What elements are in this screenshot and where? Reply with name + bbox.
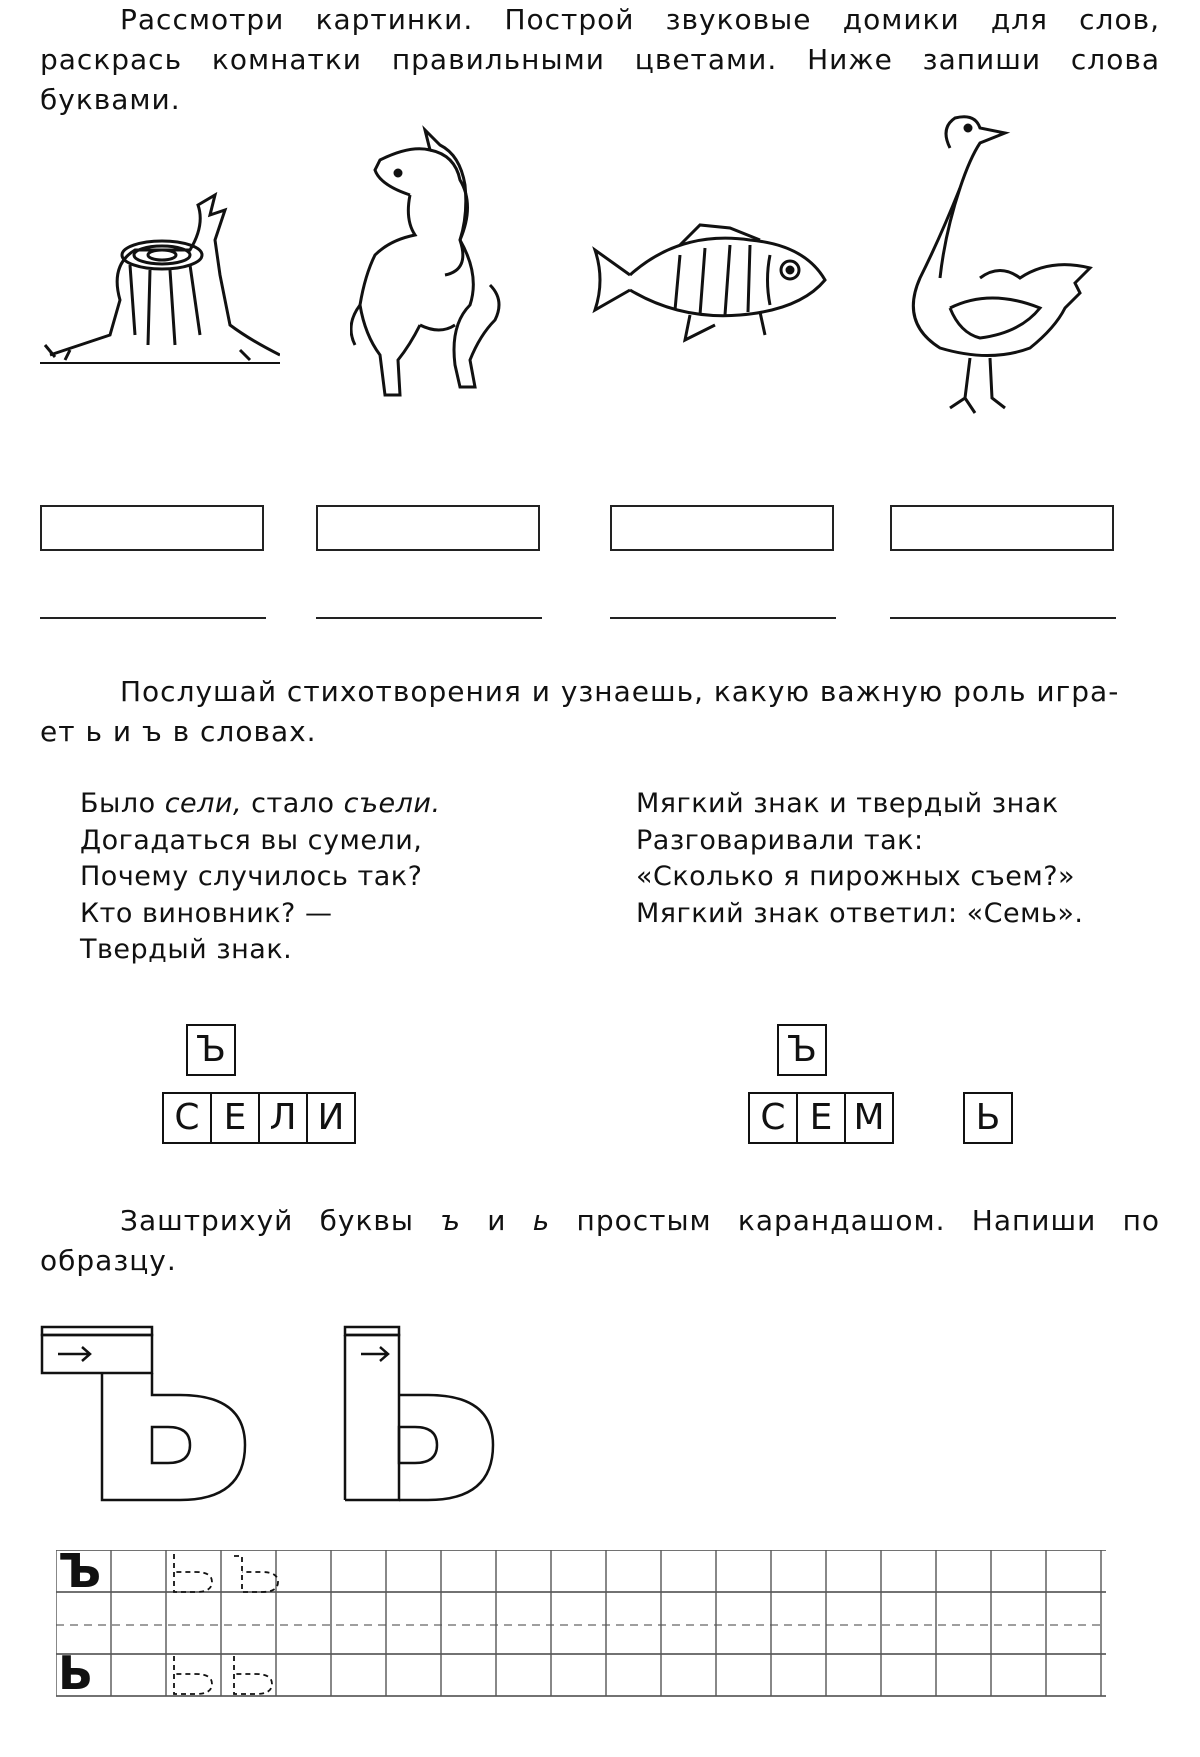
demo-left-word [162,1092,356,1144]
letter-cell: С [162,1092,212,1144]
letter-cell: Е [796,1092,846,1144]
hard-sign-outline-icon[interactable] [40,1325,260,1505]
letter-cell: Е [210,1092,260,1144]
write-line-3[interactable] [610,617,836,619]
write-line-2[interactable] [316,617,542,619]
write-line-1[interactable] [40,617,266,619]
letter-cell: И [306,1092,356,1144]
poem-right: Мягкий знак и твердый знак Разговаривали так: «Сколько я пирожных съем?» Мягкий знак ответил: «Семь». [636,788,1084,929]
stump-icon [40,185,280,385]
task3-instruction: Заштрихуй буквы ъ и ь простым карандашом. Напиши по образцу. [40,1204,1161,1277]
grid-sample-hard-sign: Ъ [58,1544,102,1598]
sound-house-4[interactable] [890,505,1114,551]
demo-right-word [748,1092,894,1144]
demo-right-hard-sign: Ъ [777,1024,827,1076]
task2-instruction: Послушай стихотворения и узнаешь, какую важную роль игра- ет ь и ъ в словах. [40,675,1120,748]
sound-house-2[interactable] [316,505,540,551]
poem-left: Было сели, стало съели. Догадаться вы сумели, Почему случилось так? Кто виновник? — Твердый знак. [80,788,441,965]
demo-right-soft-sign: Ь [963,1092,1013,1144]
sound-house-3[interactable] [610,505,834,551]
task1-instruction: Рассмотри картинки. Построй звуковые домики для слов, раскрась комнатки правильными цветами. Ниже запиши слова буквами. [40,3,1160,116]
soft-sign-outline-icon[interactable] [343,1325,503,1505]
goose-icon [880,108,1100,428]
practice-grid[interactable] [56,1544,1106,1700]
fish-icon [590,220,830,350]
letter-cell: С [748,1092,798,1144]
write-line-4[interactable] [890,617,1116,619]
horse-icon [350,125,550,415]
sound-house-1[interactable] [40,505,264,551]
letter-cell: Л [258,1092,308,1144]
letter-cell: М [844,1092,894,1144]
grid-sample-soft-sign: Ь [58,1646,94,1700]
demo-left-hard-sign: Ъ [186,1024,236,1076]
